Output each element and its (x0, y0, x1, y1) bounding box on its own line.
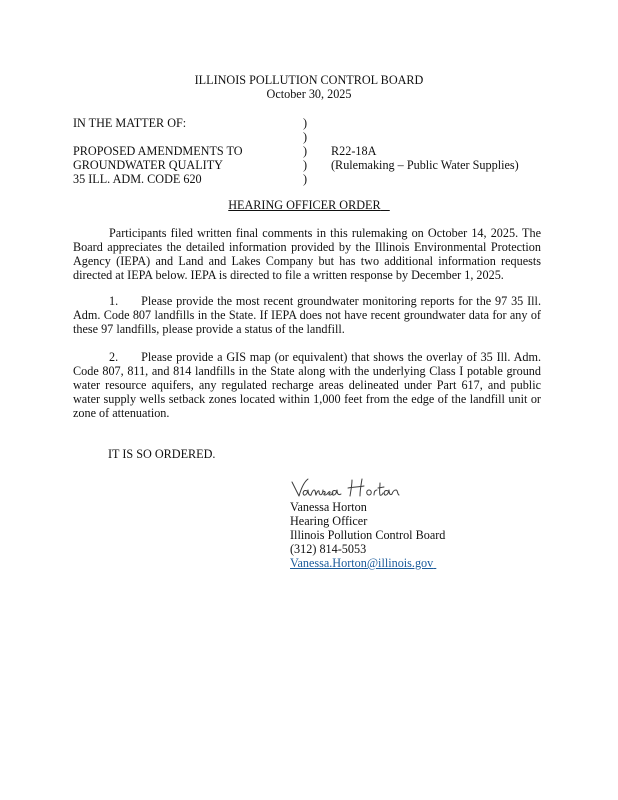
in-the-matter-label: IN THE MATTER OF: (73, 116, 187, 130)
order-title (0, 198, 618, 212)
board-name: ILLINOIS POLLUTION CONTROL BOARD (194, 73, 424, 87)
docket-type: (Rulemaking – Public Water Supplies) (331, 158, 519, 172)
caption-left (73, 116, 288, 186)
request-item-2 (73, 350, 541, 420)
caption-paren: ) (303, 144, 308, 158)
handwritten-signature (290, 476, 415, 500)
caption-parentheses (303, 116, 307, 186)
item-number: 1. (109, 294, 119, 308)
closing-statement: IT IS SO ORDERED. (108, 447, 216, 461)
caption-paren: ) (303, 130, 308, 144)
intro-paragraph (73, 226, 541, 282)
email-link-trailing-underline (433, 556, 436, 570)
document-date: October 30, 2025 (266, 87, 352, 101)
item-text: Please provide the most recent groundwater monitoring reports for the 97 35 Ill. Adm. Code 807 landfills in the State. If IEPA does not have recent groundwater data for any of these 97 landfills, please provide a status of the landfill. (73, 294, 541, 336)
subject-line: 35 ILL. ADM. CODE 620 (73, 172, 202, 186)
signer-title: Hearing Officer (290, 514, 368, 528)
signature-block (290, 500, 445, 570)
signer-name: Vanessa Horton (290, 500, 367, 514)
subject-line: PROPOSED AMENDMENTS TO (73, 144, 243, 158)
order-title-trailing-underline (381, 198, 390, 212)
caption-paren: ) (303, 116, 308, 130)
caption-paren: ) (303, 158, 308, 172)
item-number: 2. (109, 350, 119, 364)
item-text: Please provide a GIS map (or equivalent) that shows the overlay of 35 Ill. Adm. Code 807, 811, and 814 landfills in the State along with the underlying Class I potable ground water resource aquifers, any regulated recharge areas delineated under Part 617, and public water supply wells setback zones located within 1,000 feet from the edge of the landfill unit or zone of attenuation. (73, 350, 541, 420)
request-item-1 (73, 294, 541, 336)
document-header (0, 73, 618, 101)
caption-paren: ) (303, 172, 308, 186)
signer-organization: Illinois Pollution Control Board (290, 528, 446, 542)
subject-line: GROUNDWATER QUALITY (73, 158, 223, 172)
signer-email-link[interactable]: Vanessa.Horton@illinois.gov (290, 556, 434, 570)
caption-right (331, 116, 519, 172)
signer-phone: (312) 814-5053 (290, 542, 367, 556)
docket-number: R22-18A (331, 144, 377, 158)
order-title-text: HEARING OFFICER ORDER (228, 198, 381, 212)
intro-text: Participants filed written final comments in this rulemaking on October 14, 2025. The Board appreciates the detailed information provided by the Illinois Environmental Protection Agency (IEPA) and Land and Lakes Company but has two additional information requests directed at IEPA below. IEPA is directed to file a written response by December 1, 2025. (73, 226, 541, 282)
